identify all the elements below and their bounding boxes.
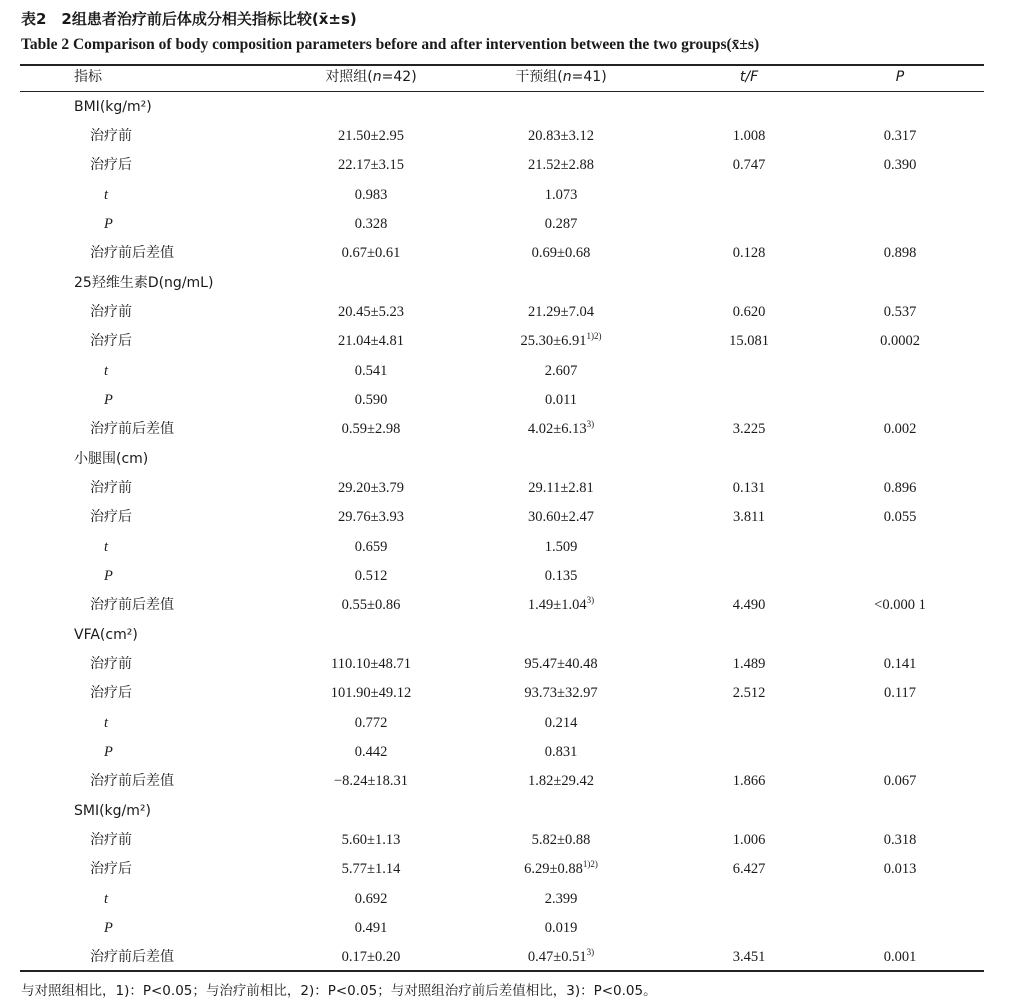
intervention-cell (490, 360, 632, 382)
p-value: 0.055 (883, 509, 917, 526)
control-value: 21.04±4.81 (338, 333, 404, 350)
intervention-value: 21.52±2.88 (528, 157, 594, 174)
row-label: P (104, 743, 113, 760)
intervention-footnote-mark: 3) (586, 947, 595, 957)
intervention-value: 29.11±2.81 (528, 480, 594, 497)
intervention-cell (490, 565, 632, 587)
intervention-cell (490, 125, 632, 147)
p-value: 0.001 (883, 949, 917, 965)
table-row (0, 506, 1013, 528)
header-intervention (490, 66, 632, 88)
row-label: 治疗前后差值 (90, 949, 174, 965)
tf-value: 6.427 (732, 861, 766, 878)
intervention-value: 2.399 (544, 890, 578, 907)
table-row (0, 154, 1013, 176)
control-value: 101.90±49.12 (330, 685, 412, 702)
table-row (0, 888, 1013, 910)
table-row (0, 594, 1013, 616)
table-row (0, 125, 1013, 147)
p-value: 0.318 (883, 832, 917, 849)
tf-value: 1.008 (732, 128, 766, 145)
header-control-n: n (372, 69, 382, 85)
p-value: 0.002 (883, 421, 917, 437)
intervention-cell (490, 330, 632, 352)
table-row (0, 770, 1013, 792)
header-intervention-n: n (562, 69, 572, 85)
intervention-footnote-mark: 1)2) (586, 331, 602, 342)
tf-value: 15.081 (729, 333, 769, 350)
control-value: 0.659 (354, 538, 388, 555)
intervention-cell (490, 154, 632, 176)
intervention-cell (490, 770, 632, 792)
row-label: 治疗前 (90, 832, 132, 849)
tf-value: 3.225 (732, 421, 766, 437)
section-row (0, 800, 1013, 822)
intervention-cell (490, 536, 632, 558)
intervention-value: 5.82±0.88 (531, 832, 591, 849)
row-label: 治疗前 (90, 656, 132, 673)
table-row (0, 536, 1013, 558)
intervention-cell (490, 682, 632, 704)
p-value: 0.067 (883, 773, 917, 789)
tf-value: 2.512 (732, 685, 766, 702)
intervention-cell (490, 213, 632, 235)
header-intervention-prefix: 干预组( (515, 69, 563, 85)
header-intervention-suffix: =41) (571, 69, 607, 85)
row-label: P (104, 215, 113, 232)
row-label: 治疗后 (90, 685, 132, 702)
control-value: 22.17±3.15 (338, 157, 404, 174)
table-row (0, 242, 1013, 264)
intervention-value: 0.47±0.51 (527, 949, 587, 965)
tf-value: 0.131 (732, 480, 766, 497)
intervention-value: 25.30±6.91 (520, 333, 587, 350)
table-row (0, 917, 1013, 939)
section-title: 25羟维生素D(ng/mL) (74, 275, 214, 291)
p-value: 0.898 (883, 245, 917, 261)
intervention-cell (490, 594, 632, 616)
tf-value: 3.451 (732, 949, 766, 965)
row-label: 治疗后 (90, 157, 132, 174)
intervention-value: 6.29±0.88 (524, 861, 583, 878)
section-title: VFA(cm²) (74, 627, 138, 643)
row-label: 治疗前后差值 (90, 773, 174, 789)
p-value: 0.117 (883, 685, 917, 702)
table-row (0, 858, 1013, 880)
intervention-footnote-mark: 1)2) (582, 859, 598, 870)
intervention-value: 1.509 (544, 538, 578, 555)
section-row (0, 272, 1013, 294)
table-row (0, 213, 1013, 235)
row-label: P (104, 567, 113, 584)
intervention-value: 4.02±6.13 (527, 421, 587, 437)
table-row (0, 829, 1013, 851)
intervention-cell (490, 506, 632, 528)
row-label: 治疗前 (90, 480, 132, 497)
intervention-footnote-mark: 3) (586, 419, 595, 429)
row-label: 治疗前后差值 (90, 421, 174, 437)
row-label: 治疗后 (90, 333, 132, 350)
intervention-cell (490, 888, 632, 910)
intervention-cell (490, 184, 632, 206)
control-value: 29.20±3.79 (338, 480, 404, 497)
table-row (0, 946, 1013, 968)
control-value: 0.772 (354, 714, 388, 731)
row-label: P (104, 391, 113, 408)
row-label: t (104, 186, 109, 203)
control-value: 29.76±3.93 (338, 509, 404, 526)
intervention-cell (490, 477, 632, 499)
control-value: 21.50±2.95 (338, 128, 404, 145)
tf-value: 1.489 (732, 656, 766, 673)
table-row (0, 565, 1013, 587)
row-label: t (104, 890, 109, 907)
tf-value: 0.620 (732, 304, 766, 321)
section-row (0, 624, 1013, 646)
control-value: 0.17±0.20 (341, 949, 401, 965)
row-label: 治疗前 (90, 128, 132, 145)
row-label: 治疗前后差值 (90, 245, 174, 261)
intervention-value: 2.607 (544, 362, 578, 379)
intervention-cell (490, 946, 632, 968)
intervention-value: 1.073 (544, 186, 578, 203)
section-title: 小腿围(cm) (74, 451, 149, 467)
intervention-value: 1.49±1.04 (527, 597, 587, 613)
row-label: t (104, 362, 109, 379)
intervention-value: 0.135 (544, 567, 578, 584)
header-tf: t/F (739, 69, 759, 85)
intervention-value: 93.73±32.97 (524, 685, 598, 702)
table-title-cn: 表2 2组患者治疗前后体成分相关指标比较(x̄±s) (21, 10, 357, 28)
control-value: 0.59±2.98 (341, 421, 401, 437)
tf-value: 3.811 (732, 509, 766, 526)
p-value: 0.317 (883, 128, 917, 145)
table-row (0, 712, 1013, 734)
intervention-value: 1.82±29.42 (528, 773, 594, 789)
p-value: 0.390 (883, 157, 917, 174)
row-label: 治疗前 (90, 304, 132, 321)
intervention-cell (490, 917, 632, 939)
intervention-value: 0.69±0.68 (531, 245, 591, 261)
control-value: 5.60±1.13 (341, 832, 401, 849)
intervention-cell (490, 653, 632, 675)
row-label: 治疗后 (90, 509, 132, 526)
row-label: 治疗前后差值 (90, 597, 174, 613)
intervention-value: 0.214 (544, 714, 578, 731)
control-value: 0.67±0.61 (341, 245, 401, 261)
p-value: 0.0002 (880, 333, 920, 350)
control-value: 0.692 (354, 890, 388, 907)
row-label: t (104, 538, 109, 555)
intervention-cell (490, 741, 632, 763)
header-control (300, 66, 442, 88)
p-value: <0.000 1 (874, 597, 926, 613)
intervention-cell (490, 829, 632, 851)
intervention-cell (490, 301, 632, 323)
header-rule (20, 91, 984, 92)
control-value: 0.590 (354, 391, 388, 408)
tf-value: 1.006 (732, 832, 766, 849)
intervention-value: 21.29±7.04 (528, 304, 594, 321)
intervention-value: 30.60±2.47 (528, 509, 594, 526)
intervention-cell (490, 418, 632, 440)
intervention-value: 95.47±40.48 (524, 656, 598, 673)
control-value: 0.328 (354, 215, 388, 232)
p-value: 0.013 (883, 861, 917, 878)
header-indicator: 指标 (74, 69, 102, 85)
table-row (0, 653, 1013, 675)
intervention-cell (490, 242, 632, 264)
intervention-cell (490, 858, 632, 880)
control-value: 20.45±5.23 (338, 304, 404, 321)
table-row (0, 682, 1013, 704)
intervention-value: 0.019 (544, 919, 578, 936)
row-label: 治疗后 (90, 861, 132, 878)
table-row (0, 330, 1013, 352)
intervention-value: 20.83±3.12 (528, 128, 594, 145)
table-row (0, 360, 1013, 382)
p-value: 0.141 (883, 656, 917, 673)
tf-value: 0.128 (732, 245, 766, 261)
section-title: SMI(kg/m²) (74, 803, 151, 819)
control-value: 0.512 (354, 567, 388, 584)
control-value: 5.77±1.14 (341, 861, 401, 878)
bottom-rule (20, 970, 984, 972)
table-row (0, 301, 1013, 323)
table-title-en: Table 2 Comparison of body composition parameters before and after intervention between the two groups(x̄±s) (21, 36, 760, 53)
control-value: 0.442 (354, 743, 388, 760)
control-value: 0.55±0.86 (341, 597, 401, 613)
p-value: 0.896 (883, 480, 917, 497)
p-value: 0.537 (883, 304, 917, 321)
control-value: 0.541 (354, 362, 388, 379)
header-p: P (895, 69, 905, 85)
intervention-cell (490, 389, 632, 411)
intervention-footnote-mark: 3) (586, 595, 595, 605)
intervention-cell (490, 712, 632, 734)
row-label: t (104, 714, 109, 731)
intervention-value: 0.287 (544, 215, 578, 232)
tf-value: 1.866 (732, 773, 766, 789)
table-row (0, 477, 1013, 499)
table-footnote: 与对照组相比，1)：P<0.05；与治疗前相比，2)：P<0.05；与对照组治疗前后差值相比，3)：P<0.05。 (21, 983, 657, 999)
intervention-value: 0.011 (544, 391, 578, 408)
control-value: −8.24±18.31 (333, 773, 409, 789)
tf-value: 0.747 (732, 157, 766, 174)
control-value: 0.491 (354, 919, 388, 936)
control-value: 110.10±48.71 (331, 656, 411, 673)
section-row (0, 96, 1013, 118)
header-control-prefix: 对照组( (325, 69, 373, 85)
table-header-row (0, 66, 1013, 88)
control-value: 0.983 (354, 186, 388, 203)
row-label: P (104, 919, 113, 936)
table-row (0, 418, 1013, 440)
tf-value: 4.490 (732, 597, 766, 613)
intervention-value: 0.831 (544, 743, 578, 760)
header-control-suffix: =42) (381, 69, 417, 85)
section-title: BMI(kg/m²) (74, 99, 152, 115)
table-row (0, 741, 1013, 763)
table-row (0, 389, 1013, 411)
section-row (0, 448, 1013, 470)
table-row (0, 184, 1013, 206)
